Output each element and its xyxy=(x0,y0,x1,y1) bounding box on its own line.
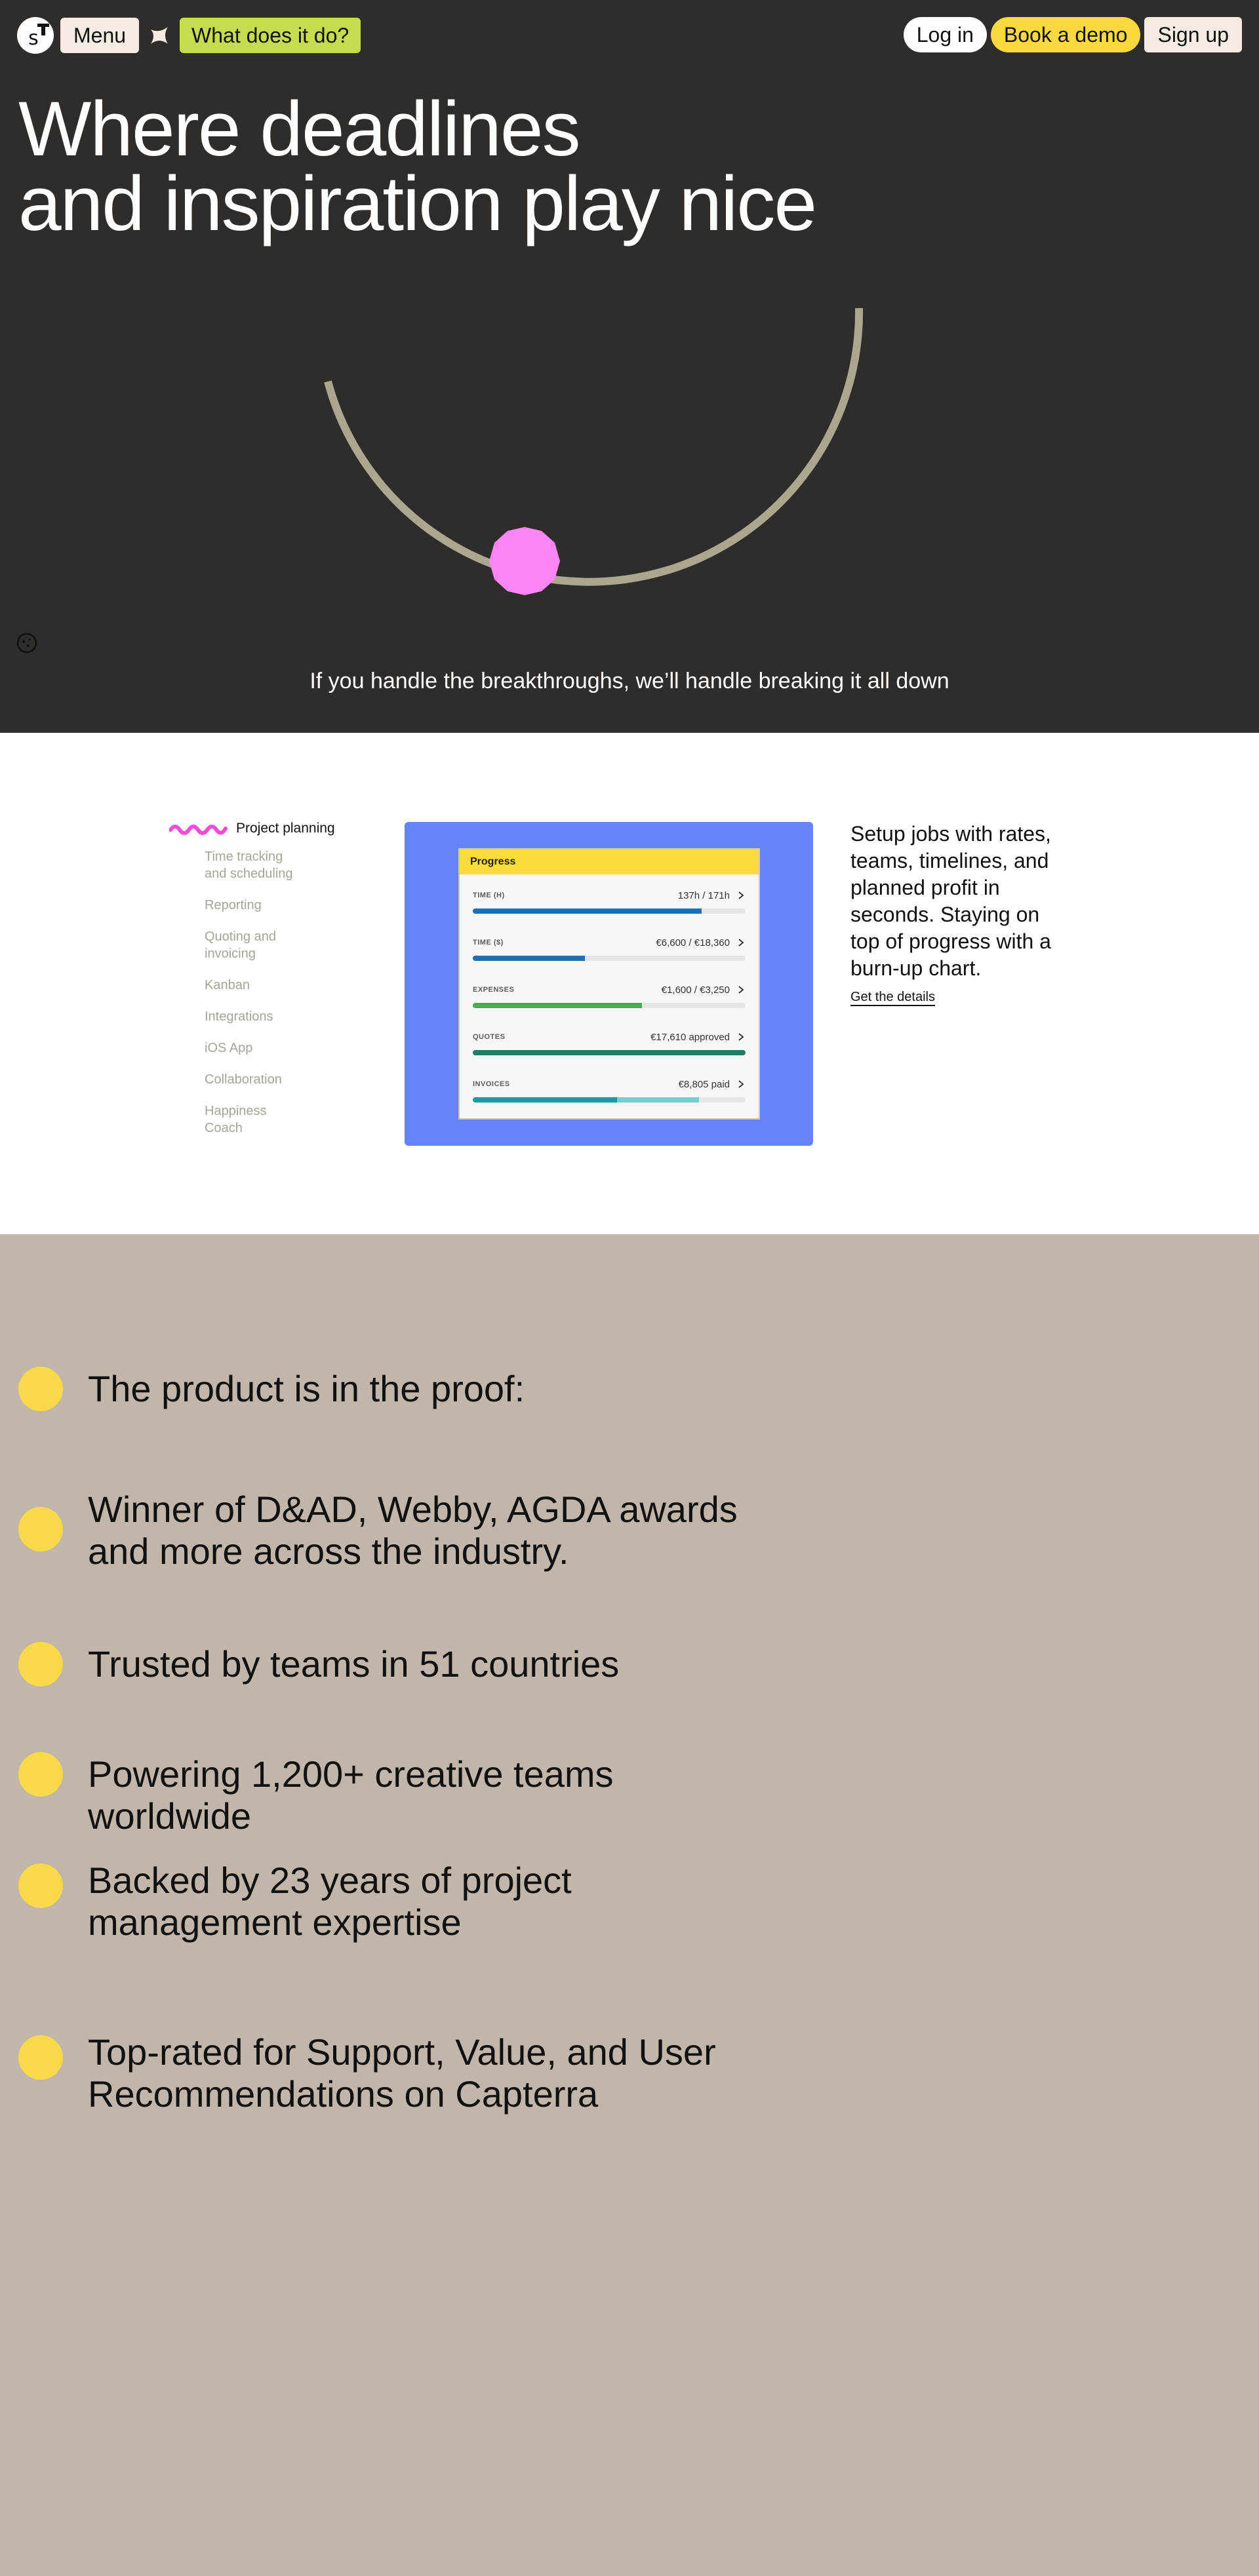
proof-text: Trusted by teams in 51 countries xyxy=(88,1643,620,1685)
progress-row-value-wrap xyxy=(679,1079,746,1090)
progress-fill-secondary xyxy=(617,1097,699,1103)
feature-nav-list xyxy=(205,848,366,1137)
progress-fill xyxy=(473,908,702,914)
hero-title-line-1: Where deadlines xyxy=(18,86,580,172)
feature-nav-item-quoting[interactable]: Quoting and invoicing xyxy=(205,929,276,961)
progress-row-label: TIME (H) xyxy=(473,891,505,899)
progress-fill xyxy=(473,1050,746,1055)
progress-row-value: €6,600 / €18,360 xyxy=(656,937,730,948)
progress-track xyxy=(473,956,746,961)
cookie-icon[interactable] xyxy=(16,632,38,654)
progress-card xyxy=(460,849,759,1118)
get-details-link[interactable]: Get the details xyxy=(850,990,935,1006)
menu-button[interactable]: Menu xyxy=(60,18,139,53)
login-button[interactable]: Log in xyxy=(904,17,987,52)
feature-nav-item-time-tracking[interactable]: Time tracking and scheduling xyxy=(205,849,293,881)
feature-nav xyxy=(169,818,366,1151)
progress-track xyxy=(473,1003,746,1008)
logo-icon[interactable]: s xyxy=(17,17,54,54)
proof-text: The product is in the proof: xyxy=(88,1368,525,1409)
progress-track xyxy=(473,1097,746,1103)
progress-row-label: QUOTES xyxy=(473,1033,506,1041)
bullet-dot xyxy=(18,1642,63,1687)
feature-nav-item-kanban[interactable]: Kanban xyxy=(205,978,250,992)
proof-text: Top-rated for Support, Value, and User Recommendations on Capterra xyxy=(88,2031,716,2115)
progress-row-label: EXPENSES xyxy=(473,986,515,994)
progress-track xyxy=(473,1050,746,1055)
progress-row[interactable] xyxy=(473,1030,746,1055)
chevron-right-icon[interactable] xyxy=(736,1032,746,1042)
progress-row-value-wrap xyxy=(650,1032,746,1043)
progress-row-value: €17,610 approved xyxy=(650,1031,730,1043)
progress-row[interactable] xyxy=(473,889,746,914)
hero-ball xyxy=(489,527,560,595)
hero-subtitle: If you handle the breakthroughs, we’ll handle breaking it all down xyxy=(310,669,949,693)
feature-nav-item-happiness-coach[interactable]: Happiness Coach xyxy=(205,1104,267,1135)
squiggle-icon xyxy=(169,822,228,835)
book-demo-button[interactable]: Book a demo xyxy=(991,17,1141,52)
feature-nav-active[interactable] xyxy=(169,818,366,839)
progress-fill xyxy=(473,956,585,961)
progress-row-value: €8,805 paid xyxy=(678,1078,730,1090)
progress-row[interactable] xyxy=(473,983,746,1008)
progress-row[interactable] xyxy=(473,936,746,961)
progress-row-label: INVOICES xyxy=(473,1080,510,1088)
progress-row-value-wrap xyxy=(656,937,746,948)
feature-description: Setup jobs with rates, teams, timelines, and planned profit in seconds. Staying on top of progress with a burn-up chart. xyxy=(850,822,1051,980)
bullet-dot xyxy=(18,2035,63,2080)
progress-fill xyxy=(473,1003,642,1008)
bullet-dot xyxy=(18,1507,63,1551)
proof-section xyxy=(0,1234,1259,2576)
proof-text: Winner of D&AD, Webby, AGDA awards and more across the industry. xyxy=(88,1489,738,1572)
proof-text: Backed by 23 years of project management expertise xyxy=(88,1860,572,1943)
what-does-it-do-button[interactable]: What does it do? xyxy=(180,18,361,53)
product-mockup xyxy=(405,822,813,1146)
features-section xyxy=(0,733,1259,1234)
feature-nav-active-label: Project planning xyxy=(236,821,335,836)
feature-nav-item-collaboration[interactable]: Collaboration xyxy=(205,1072,282,1087)
hero-arc xyxy=(328,308,859,582)
progress-row[interactable] xyxy=(473,1078,746,1103)
chevron-right-icon[interactable] xyxy=(736,1080,746,1089)
feature-nav-item-reporting[interactable]: Reporting xyxy=(205,898,262,912)
bullet-dot xyxy=(18,1752,63,1797)
chevron-right-icon[interactable] xyxy=(736,891,746,900)
progress-row-label: TIME ($) xyxy=(473,939,504,946)
progress-row-value: €1,600 / €3,250 xyxy=(661,984,730,996)
progress-track xyxy=(473,908,746,914)
hero-illustration xyxy=(0,0,1259,733)
feature-nav-item-ios-app[interactable]: iOS App xyxy=(205,1041,253,1055)
progress-fill xyxy=(473,1097,617,1103)
signup-button[interactable]: Sign up xyxy=(1144,17,1242,52)
chevron-right-icon[interactable] xyxy=(736,985,746,994)
bullet-dot xyxy=(18,1367,63,1411)
progress-card-title: Progress xyxy=(460,849,759,874)
progress-row-value: 137h / 171h xyxy=(677,889,730,901)
bullet-dot xyxy=(18,1864,63,1908)
progress-row-value-wrap xyxy=(678,890,746,901)
hero-title-line-2: and inspiration play nice xyxy=(18,161,816,247)
chevron-right-icon[interactable] xyxy=(736,938,746,947)
proof-text: Powering 1,200+ creative teams worldwide xyxy=(88,1753,614,1837)
hero-section xyxy=(0,0,1259,733)
progress-row-value-wrap xyxy=(662,985,746,996)
feature-nav-item-integrations[interactable]: Integrations xyxy=(205,1009,273,1024)
